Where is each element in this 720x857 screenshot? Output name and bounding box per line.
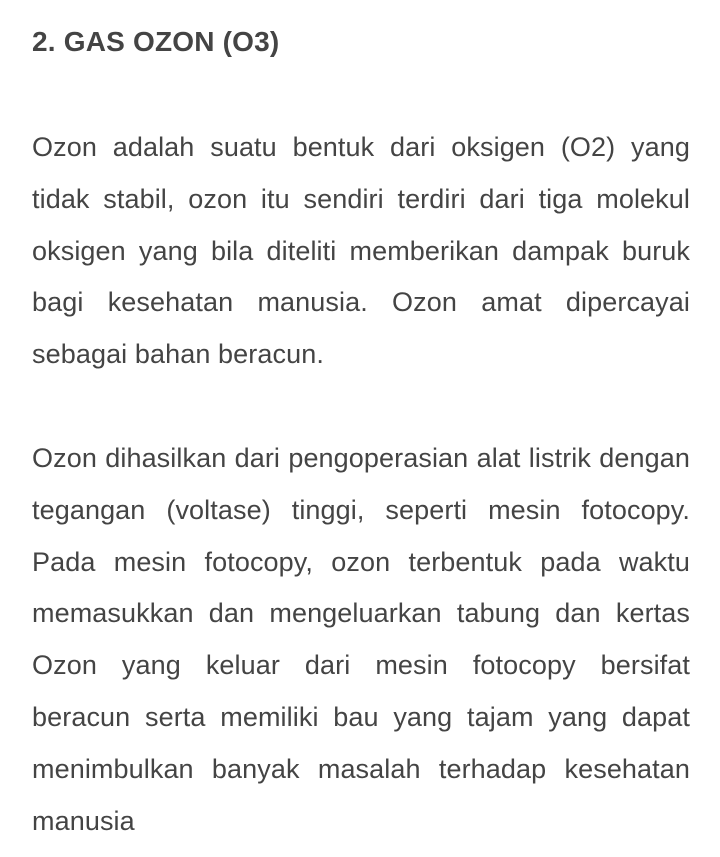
article-content [32, 14, 690, 847]
paragraph-ozone-definition: Ozon adalah suatu bentuk dari oksigen (O2) yang tidak stabil, ozon itu sendiri terdiri dari tiga molekul oksigen yang bila diteliti memberikan dampak buruk bagi kesehatan manusia. Ozon amat dipercayai sebagai bahan beracun. [32, 132, 690, 370]
paragraph-ozone-source: Ozon dihasilkan dari pengoperasian alat listrik dengan tegangan (voltase) tinggi, seperti mesin fotocopy. Pada mesin fotocopy, ozon terbentuk pada waktu memasukkan dan mengeluarkan tabung dan kertas Ozon yang keluar dari mesin fotocopy bersifat beracun serta memiliki bau yang tajam yang dapat menimbulkan banyak masalah terhadap kesehatan manusia [32, 442, 690, 836]
section-heading: 2. GAS OZON (O3) [32, 26, 280, 57]
